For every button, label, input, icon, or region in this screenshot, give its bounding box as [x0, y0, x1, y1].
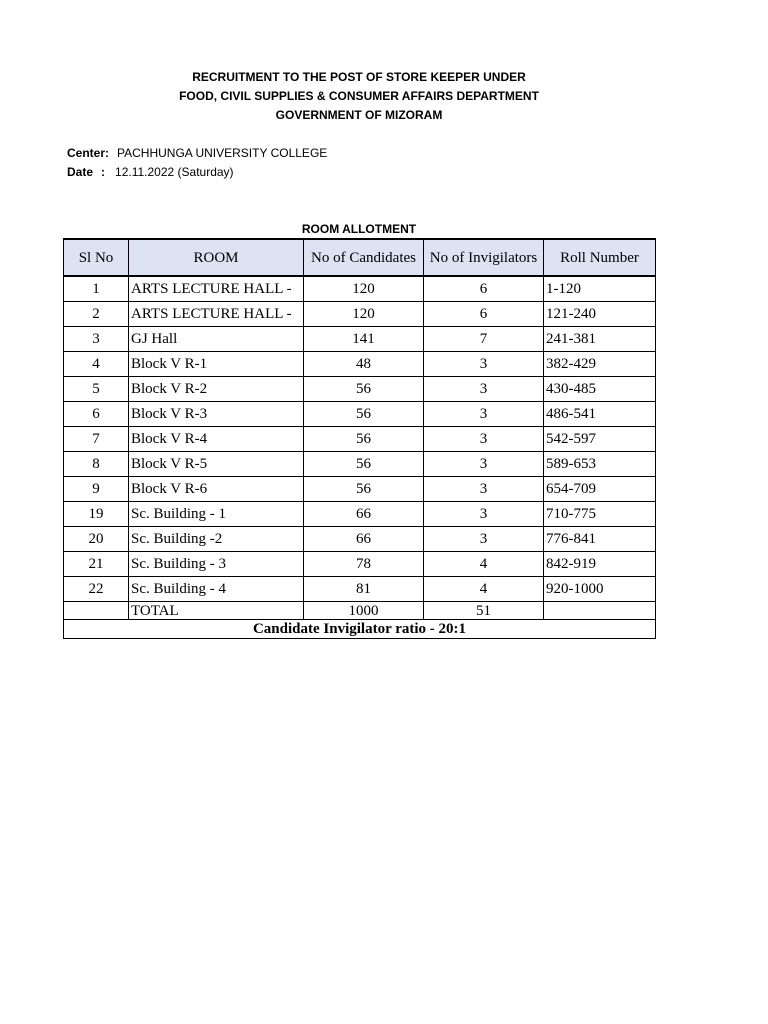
cell-invigilators: 7: [424, 327, 544, 352]
cell-candidates: 56: [304, 477, 424, 502]
cell-candidates: 48: [304, 352, 424, 377]
total-candidates: 1000: [304, 602, 424, 620]
cell-invigilators: 4: [424, 552, 544, 577]
cell-invigilators: 6: [424, 276, 544, 302]
cell-invigilators: 3: [424, 477, 544, 502]
center-line: [67, 144, 327, 163]
total-sl-cell: [64, 602, 129, 620]
table-row: [64, 302, 656, 327]
cell-candidates: 120: [304, 302, 424, 327]
cell-sl-no: 7: [64, 427, 129, 452]
cell-candidates: 120: [304, 276, 424, 302]
table-body: [64, 276, 656, 602]
date-value: 12.11.2022 (Saturday): [115, 165, 234, 179]
table-row: [64, 527, 656, 552]
cell-room: Block V R-1: [129, 352, 304, 377]
document-heading: [0, 68, 718, 125]
cell-roll-number: 589-653: [544, 452, 656, 477]
cell-room: Sc. Building - 1: [129, 502, 304, 527]
header-invigilators: No of Invigilators: [424, 239, 544, 276]
table-row: [64, 477, 656, 502]
table-row: [64, 427, 656, 452]
cell-room: Block V R-4: [129, 427, 304, 452]
cell-roll-number: 1-120: [544, 276, 656, 302]
cell-room: Sc. Building -2: [129, 527, 304, 552]
cell-invigilators: 3: [424, 502, 544, 527]
table-row: [64, 502, 656, 527]
header-room: ROOM: [129, 239, 304, 276]
cell-candidates: 56: [304, 402, 424, 427]
date-separator: :: [101, 165, 105, 179]
cell-sl-no: 21: [64, 552, 129, 577]
cell-room: ARTS LECTURE HALL -: [129, 302, 304, 327]
cell-room: Block V R-6: [129, 477, 304, 502]
cell-sl-no: 5: [64, 377, 129, 402]
total-row: [64, 602, 656, 620]
cell-roll-number: 920-1000: [544, 577, 656, 602]
cell-roll-number: 121-240: [544, 302, 656, 327]
cell-room: Sc. Building - 3: [129, 552, 304, 577]
cell-sl-no: 20: [64, 527, 129, 552]
cell-candidates: 81: [304, 577, 424, 602]
date-line: [67, 163, 234, 182]
ratio-row: [64, 620, 656, 639]
cell-sl-no: 3: [64, 327, 129, 352]
header-candidates: No of Candidates: [304, 239, 424, 276]
cell-room: ARTS LECTURE HALL -: [129, 276, 304, 302]
cell-roll-number: 542-597: [544, 427, 656, 452]
cell-invigilators: 4: [424, 577, 544, 602]
cell-sl-no: 1: [64, 276, 129, 302]
heading-line-3: GOVERNMENT OF MIZORAM: [275, 108, 443, 122]
cell-sl-no: 2: [64, 302, 129, 327]
cell-roll-number: 776-841: [544, 527, 656, 552]
cell-sl-no: 4: [64, 352, 129, 377]
center-value: PACHHUNGA UNIVERSITY COLLEGE: [117, 146, 328, 160]
cell-invigilators: 6: [424, 302, 544, 327]
heading-line-2: FOOD, CIVIL SUPPLIES & CONSUMER AFFAIRS DEPARTMENT: [179, 89, 539, 103]
cell-invigilators: 3: [424, 402, 544, 427]
total-invigilators: 51: [424, 602, 544, 620]
table-row: [64, 327, 656, 352]
cell-sl-no: 8: [64, 452, 129, 477]
table-row: [64, 276, 656, 302]
cell-room: Sc. Building - 4: [129, 577, 304, 602]
cell-roll-number: 486-541: [544, 402, 656, 427]
cell-sl-no: 19: [64, 502, 129, 527]
cell-roll-number: 842-919: [544, 552, 656, 577]
cell-roll-number: 241-381: [544, 327, 656, 352]
cell-invigilators: 3: [424, 427, 544, 452]
cell-invigilators: 3: [424, 527, 544, 552]
cell-sl-no: 6: [64, 402, 129, 427]
cell-candidates: 56: [304, 427, 424, 452]
cell-sl-no: 9: [64, 477, 129, 502]
header-roll-number: Roll Number: [544, 239, 656, 276]
table-row: [64, 552, 656, 577]
table-row: [64, 377, 656, 402]
center-label: Center:: [67, 146, 110, 160]
cell-room: GJ Hall: [129, 327, 304, 352]
cell-candidates: 56: [304, 452, 424, 477]
date-label: Date: [67, 165, 94, 179]
heading-line-1: RECRUITMENT TO THE POST OF STORE KEEPER UNDER: [192, 70, 526, 84]
cell-candidates: 78: [304, 552, 424, 577]
header-sl-no: Sl No: [64, 239, 129, 276]
room-allotment-table: [63, 238, 656, 639]
cell-room: Block V R-5: [129, 452, 304, 477]
table-row: [64, 352, 656, 377]
cell-roll-number: 382-429: [544, 352, 656, 377]
cell-invigilators: 3: [424, 352, 544, 377]
total-label: TOTAL: [129, 602, 304, 620]
cell-invigilators: 3: [424, 377, 544, 402]
cell-sl-no: 22: [64, 577, 129, 602]
cell-candidates: 141: [304, 327, 424, 352]
cell-invigilators: 3: [424, 452, 544, 477]
table-row: [64, 402, 656, 427]
cell-roll-number: 430-485: [544, 377, 656, 402]
cell-candidates: 56: [304, 377, 424, 402]
section-title: ROOM ALLOTMENT: [301, 222, 417, 236]
cell-room: Block V R-2: [129, 377, 304, 402]
table-header-row: [64, 239, 656, 276]
cell-candidates: 66: [304, 502, 424, 527]
cell-room: Block V R-3: [129, 402, 304, 427]
cell-roll-number: 710-775: [544, 502, 656, 527]
table-row: [64, 452, 656, 477]
cell-roll-number: 654-709: [544, 477, 656, 502]
table-row: [64, 577, 656, 602]
cell-candidates: 66: [304, 527, 424, 552]
total-roll-cell: [544, 602, 656, 620]
ratio-note: Candidate Invigilator ratio - 20:1: [64, 620, 656, 639]
